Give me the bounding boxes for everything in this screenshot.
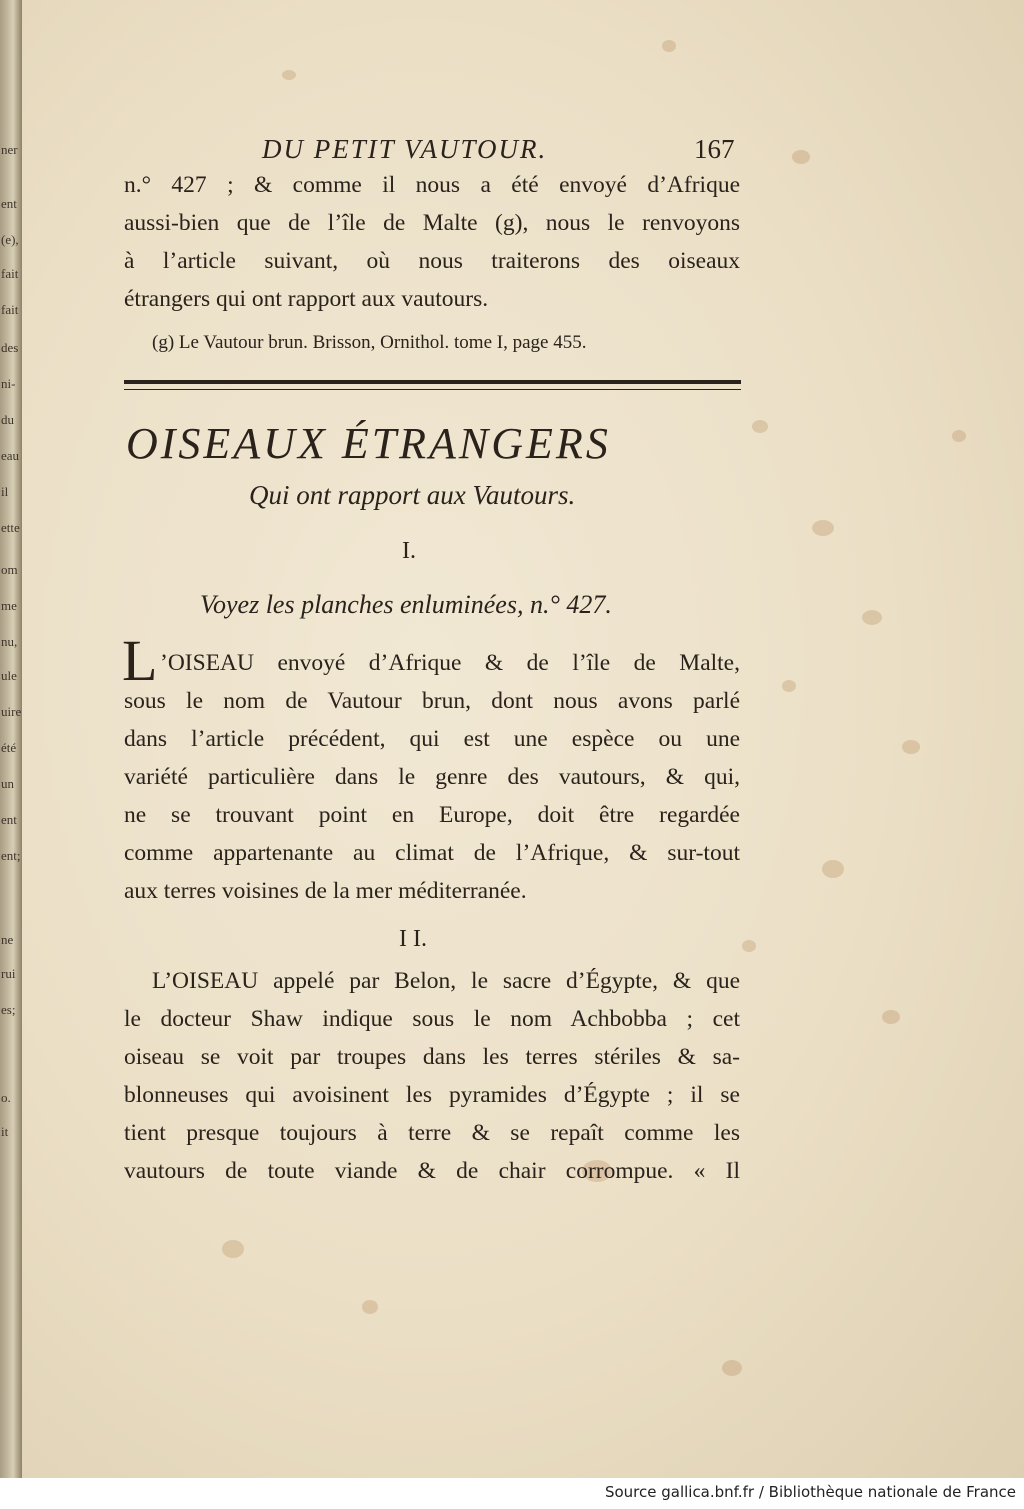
text-line: dans l’article précédent, qui est une espèce ou une (124, 726, 740, 752)
foxing-stain (862, 610, 882, 625)
double-rule-divider (124, 380, 741, 390)
text-line: comme appartenante au climat de l’Afrique, & sur-tout (124, 840, 740, 866)
foxing-stain (822, 860, 844, 878)
margin-fragment: it (1, 1124, 9, 1139)
page-number: 167 (694, 134, 735, 164)
margin-fragment: nu, (1, 634, 18, 649)
text-line: aussi-bien que de l’île de Malte (g), nous le renvoyons (124, 210, 740, 236)
chapter-title: OISEAUX ÉTRANGERS (126, 419, 611, 468)
margin-fragment: fait (1, 302, 19, 317)
text-line: à l’article suivant, où nous traiterons des oiseaux (124, 248, 740, 274)
text-line: L’OISEAU appelé par Belon, le sacre d’Égypte, & que (152, 968, 740, 994)
margin-fragment: des (1, 340, 19, 355)
foxing-stain (782, 680, 796, 692)
chapter-subtitle: Qui ont rapport aux Vautours. (249, 480, 576, 510)
margin-fragment: il (1, 484, 9, 499)
margin-fragment: uire (1, 704, 22, 719)
foxing-stain (812, 520, 834, 536)
margin-fragment: ent (1, 196, 17, 211)
foxing-stain (792, 150, 810, 164)
margin-fragment: ette (1, 520, 20, 535)
margin-fragment: ni- (1, 376, 16, 391)
foxing-stain (362, 1300, 378, 1314)
text-line: vautours de toute viande & de chair corrompue. « Il (124, 1158, 740, 1184)
previous-page-edge (0, 0, 22, 1478)
text-line: blonneuses qui avoisinent les pyramides d’Égypte ; il se (124, 1082, 740, 1108)
running-head: DU PETIT VAUTOUR. (262, 134, 548, 164)
text-line: n.° 427 ; & comme il nous a été envoyé d’Afrique (124, 172, 740, 198)
source-credit: Source gallica.bnf.fr / Bibliothèque nationale de France (604, 1483, 1016, 1501)
margin-fragment: rui (1, 966, 16, 981)
text-line: ’OISEAU envoyé d’Afrique & de l’île de Malte, (160, 650, 740, 676)
text-line: sous le nom de Vautour brun, dont nous avons parlé (124, 688, 740, 714)
foxing-stain (722, 1360, 742, 1376)
text-line: ne se trouvant point en Europe, doit être regardée (124, 802, 740, 828)
section-numeral: I I. (399, 926, 427, 952)
foxing-stain (662, 40, 676, 52)
text-line: le docteur Shaw indique sous le nom Achbobba ; cet (124, 1006, 740, 1032)
text-line: variété particulière dans le genre des vautours, & qui, (124, 764, 740, 790)
foxing-stain (752, 420, 768, 433)
margin-fragment: es; (1, 1002, 16, 1017)
margin-fragment: me (1, 598, 17, 613)
margin-fragment: ner (1, 142, 18, 157)
margin-fragment: om (1, 562, 18, 577)
section-numeral: I. (402, 538, 416, 564)
footnote: (g) Le Vautour brun. Brisson, Ornithol. tome I, page 455. (152, 332, 587, 353)
margin-fragment: du (1, 412, 14, 427)
foxing-stain (882, 1010, 900, 1024)
margin-fragment: ule (1, 668, 17, 683)
text-line: tient presque toujours à terre & se repaît comme les (124, 1120, 740, 1146)
margin-fragment: (e), (1, 232, 19, 247)
foxing-stain (742, 940, 756, 952)
text-line: étrangers qui ont rapport aux vautours. (124, 286, 489, 312)
margin-fragment: un (1, 776, 14, 791)
foxing-stain (952, 430, 966, 442)
drop-cap: L (122, 628, 158, 693)
margin-fragment: eau (1, 448, 20, 463)
margin-fragment: fait (1, 266, 19, 281)
text-line: oiseau se voit par troupes dans les terres stériles & sa- (124, 1044, 740, 1070)
margin-fragment: ne (1, 932, 14, 947)
text-line: aux terres voisines de la mer méditerranée. (124, 878, 527, 904)
margin-fragment: ent; (1, 848, 21, 863)
foxing-stain (902, 740, 920, 754)
plate-reference: Voyez les planches enluminées, n.° 427. (200, 590, 612, 619)
margin-fragment: o. (1, 1090, 11, 1105)
foxing-stain (282, 70, 296, 80)
book-page (22, 0, 1024, 1478)
margin-fragment: ent (1, 812, 17, 827)
foxing-stain (222, 1240, 244, 1258)
margin-fragment: été (1, 740, 17, 755)
